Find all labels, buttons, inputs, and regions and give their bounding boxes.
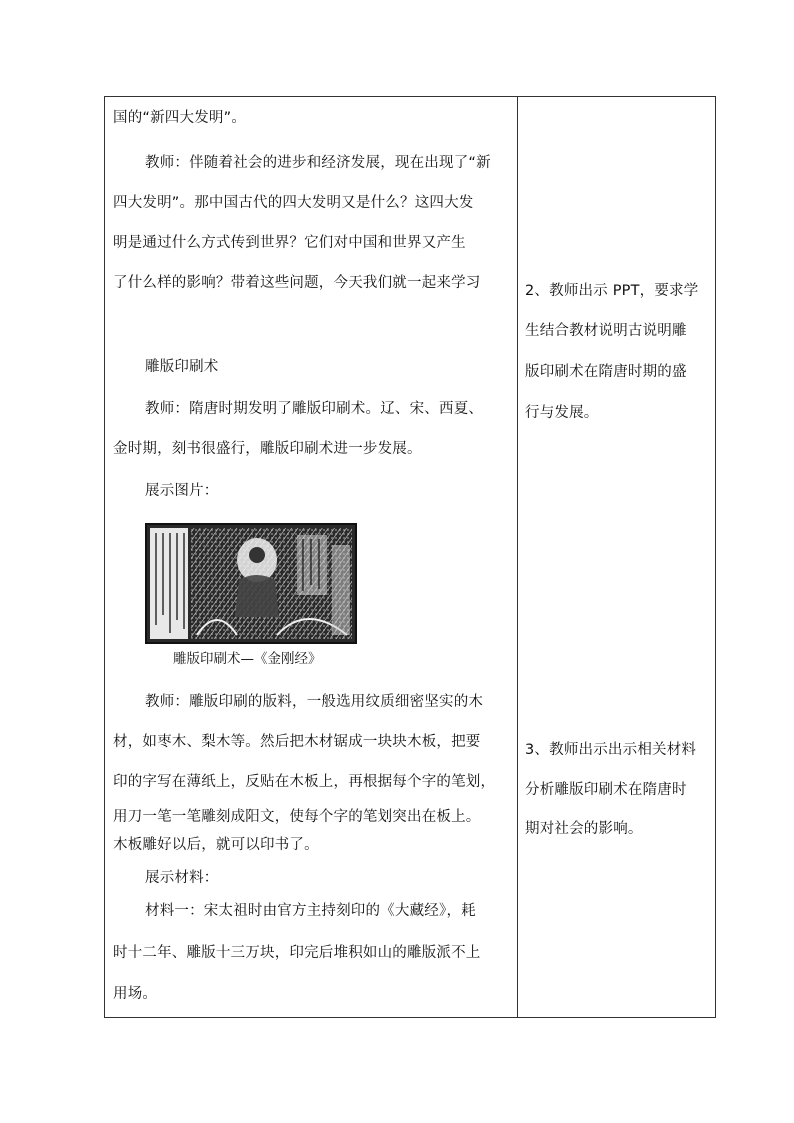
material-line: 材料一：宋太祖时由官方主持刻印的《大藏经》，耗 <box>145 903 476 919</box>
column-divider <box>517 97 518 1017</box>
diamond-sutra-image <box>145 523 357 644</box>
teacher-paragraph-line: 教师：隋唐时期发明了雕版印刷术。辽、宋、西夏、 <box>145 401 484 417</box>
teacher-paragraph-line: 木板雕好以后，就可以印书了。 <box>113 837 319 853</box>
teacher-note-line: 生结合教材说明古说明雕 <box>525 323 687 339</box>
teacher-note-line: 版印刷术在隋唐时期的盛 <box>525 364 687 380</box>
teacher-paragraph-line: 明是通过什么方式传到世界？它们对中国和世界又产生 <box>113 235 466 251</box>
teacher-paragraph-line: 印的字写在薄纸上，反贴在木板上，再根据每个字的笔划， <box>113 774 496 790</box>
teacher-paragraph-line: 金时期，刻书很盛行，雕版印刷术进一步发展。 <box>113 441 422 457</box>
teacher-note-line: 2、教师出示 PPT，要求学 <box>525 283 699 299</box>
teacher-paragraph-line: 用刀一笔一笔雕刻成阳文，使每个字的笔划突出在板上。 <box>113 809 481 825</box>
teacher-paragraph-line: 四大发明”。那中国古代的四大发明又是什么？这四大发 <box>113 195 474 211</box>
show-picture-label: 展示图片： <box>145 483 219 499</box>
show-material-label: 展示材料： <box>145 870 219 886</box>
teacher-paragraph-line: 教师：伴随着社会的进步和经济发展，现在出现了“新 <box>145 155 491 171</box>
teacher-note-line: 期对社会的影响。 <box>525 821 643 837</box>
teacher-note-line: 3、教师出示出示相关材料 <box>525 742 697 758</box>
teacher-note-line: 分析雕版印刷术在隋唐时 <box>525 782 687 798</box>
lesson-table <box>104 96 716 1018</box>
material-line: 用场。 <box>113 986 158 1002</box>
teacher-paragraph-line: 教师：雕版印刷的版料，一般选用纹质细密坚实的木 <box>145 694 484 710</box>
image-caption: 雕版印刷术—《金刚经》 <box>173 651 322 667</box>
section-heading: 雕版印刷术 <box>145 359 219 375</box>
teacher-paragraph-line: 了什么样的影响？带着这些问题，今天我们就一起来学习 <box>113 275 481 291</box>
material-line: 时十二年、雕版十三万块，印完后堆积如山的雕版派不上 <box>113 945 481 961</box>
teacher-paragraph-line: 材，如枣木、梨木等。然后把木材锯成一块块木板，把要 <box>113 734 481 750</box>
paragraph-intro: 国的“新四大发明”。 <box>113 110 247 126</box>
teacher-note-line: 行与发展。 <box>525 405 599 421</box>
